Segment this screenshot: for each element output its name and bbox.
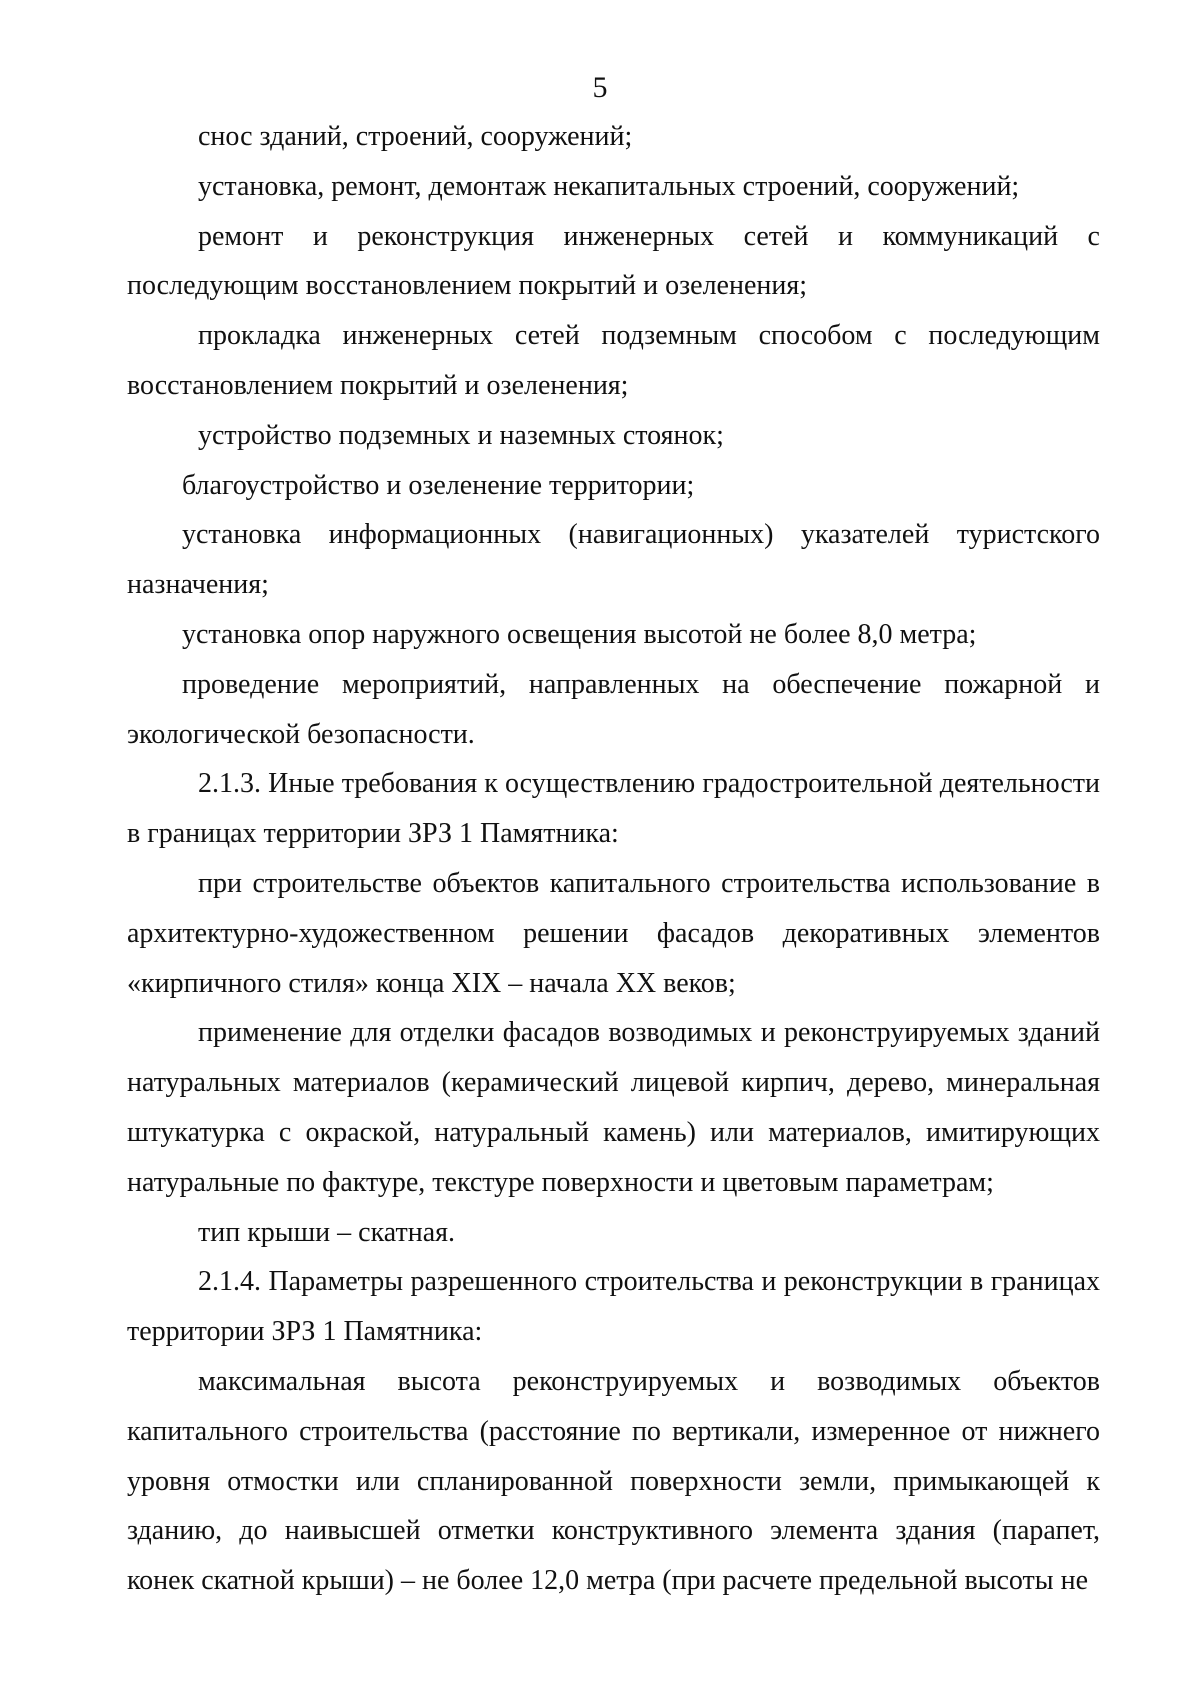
paragraph-network-laying: прокладка инженерных сетей подземным способом с последующим восстановлением покрытий и озеленения; xyxy=(127,320,1100,401)
section-2-1-3-heading: 2.1.3. Иные требования к осуществлению градостроительной деятельности в границах территории ЗРЗ 1 Памятника: xyxy=(127,768,1100,850)
paragraph-parking: устройство подземных и наземных стоянок; xyxy=(198,419,724,451)
paragraph-installation: установка, ремонт, демонтаж некапитальных строений, сооружений; xyxy=(198,170,1020,202)
paragraph-lighting-poles: установка опор наружного освещения высотой не более 8,0 метра; xyxy=(182,618,977,650)
paragraph-demolition: снос зданий, строений, сооружений; xyxy=(198,121,633,152)
paragraph-brick-style: при строительстве объектов капитального строительства использование в архитектурно-художественном решении фасадов декоративных элементов «кирпичного стиля» конца XIX – начала XX веков; xyxy=(127,867,1100,999)
paragraph-tourist-signs: установка информационных (навигационных) указателей туристского назначения; xyxy=(127,519,1100,601)
document-body xyxy=(127,112,1100,1606)
section-2-1-4-heading: 2.1.4. Параметры разрешенного строительства и реконструкции в границах территории ЗРЗ 1 Памятника: xyxy=(127,1266,1100,1348)
paragraph-landscaping: благоустройство и озеленение территории; xyxy=(182,469,695,501)
page-number: 5 xyxy=(592,71,608,104)
paragraph-network-repair: ремонт и реконструкция инженерных сетей и коммуникаций с последующим восстановлением покрытий и озеленения; xyxy=(127,220,1100,302)
paragraph-facade-materials: применение для отделки фасадов возводимых и реконструируемых зданий натуральных материалов (керамический лицевой кирпич, дерево, минеральная штукатурка с окраской, натуральный камень) или материалов, имитирующих натуральные по фактуре, текстуре поверхности и цветовым параметрам; xyxy=(127,1017,1100,1198)
paragraph-roof-type: тип крыши – скатная. xyxy=(198,1216,456,1248)
paragraph-max-height: максимальная высота реконструируемых и возводимых объектов капитального строительства (расстояние по вертикали, измеренное от нижнего уровня отмостки или спланированной поверхности земли, примыкающей к зданию, до наивысшей отметки конструктивного элемента здания (парапет, конек скатной крыши) – не более 12,0 метра (при расчете предельной высоты не xyxy=(127,1365,1100,1597)
paragraph-safety-measures: проведение мероприятий, направленных на обеспечение пожарной и экологической безопасности. xyxy=(127,668,1100,750)
